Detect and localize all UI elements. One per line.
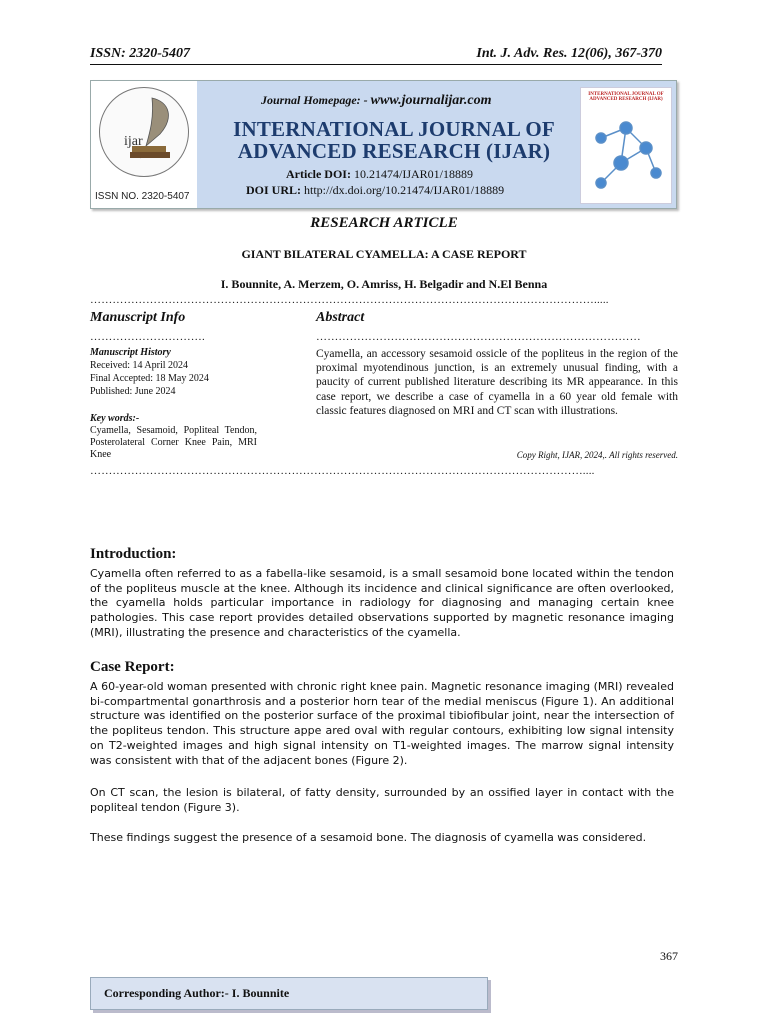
article-type: RESEARCH ARTICLE [310, 215, 458, 231]
logo-issn: ISSN NO. 2320-5407 [95, 191, 190, 202]
divider-dotted: ………………………………………………………………………………………………………………………..... [90, 294, 609, 306]
doi-url-link[interactable]: http://dx.doi.org/10.21474/IJAR01/18889 [304, 183, 505, 197]
accepted-date: Final Accepted: 18 May 2024 [90, 373, 209, 384]
introduction-heading: Introduction: [90, 546, 177, 562]
logo-text: ijar [124, 134, 143, 149]
journal-banner [90, 80, 677, 209]
divider-dotted: …………………………………………………………………………… [316, 331, 641, 343]
doi-label: Article DOI: [286, 167, 351, 181]
cover-title: INTERNATIONAL JOURNAL OF ADVANCED RESEARCH (IJAR) [588, 92, 664, 102]
divider-dotted: …………………………………………………………………………………………………………………….... [90, 465, 595, 477]
doi-value: 10.21474/IJAR01/18889 [353, 167, 473, 181]
page-number: 367 [660, 949, 678, 963]
history-title: Manuscript History [90, 347, 171, 358]
doi-url-label: DOI URL: [246, 183, 302, 197]
journal-homepage [261, 93, 492, 109]
corresponding-author: Corresponding Author:- I. Bounnite [104, 986, 290, 1000]
header-rule [90, 64, 662, 65]
published-date: Published: June 2024 [90, 386, 176, 397]
doi-url [246, 183, 504, 198]
manuscript-info-heading: Manuscript Info [90, 310, 186, 325]
case-report-paragraph-3: These findings suggest the presence of a sesamoid bone. The diagnosis of cyamella was considered. [90, 831, 647, 844]
keywords-list: Cyamella, Sesamoid, Popliteal Tendon, Posterolateral Corner Knee Pain, MRI Knee [90, 425, 257, 460]
case-report-paragraph-2: On CT scan, the lesion is bilateral, of fatty density, surrounded by an ossified layer in contact with the popliteal tendon (Figure 3). [90, 786, 674, 814]
introduction-text: Cyamella often referred to as a fabella-like sesamoid, is a small sesamoid bone located within the tendon of the popliteus muscle at the knee. Although its incidence and clinical significance are often overlooked, the cyamella holds particular importance in radiology for diagnosing and managing certain knee pathologies. This case report provides detailed observations supported by magnetic resonance imaging (MRI), illustrating the presence and characteristics of the cyamella. [90, 567, 674, 639]
copyright-notice: Copy Right, IJAR, 2024,. All rights reserved. [516, 450, 678, 460]
journal-reference: Int. J. Adv. Res. 12(06), 367-370 [476, 46, 662, 61]
case-report-paragraph-1: A 60-year-old woman presented with chronic right knee pain. Magnetic resonance imaging (MRI) revealed bi-compartmental gonarthrosis and a posterior horn tear of the medial meniscus (Figure 1). An additional structure was identified on the posterior surface of the proximal tibiofibular joint, near the intersection of the popliteus tendon. This structure appe ared oval with regular contours, exhibiting low signal intensity on T2-weighted images and high signal intensity on T1-weighted images. The marrow signal intensity was consistent with that of the adjacent bones (Figure 2). [90, 680, 674, 767]
manuscript-history [90, 346, 209, 398]
received-date: Received: 14 April 2024 [90, 360, 189, 371]
homepage-link[interactable]: www.journalijar.com [370, 93, 492, 108]
article-title: GIANT BILATERAL CYAMELLA: A CASE REPORT [241, 247, 527, 261]
issn-header: ISSN: 2320-5407 [90, 46, 190, 61]
logo-seal [99, 87, 189, 177]
molecule-icon [581, 88, 671, 203]
abstract-text: Cyamella, an accessory sesamoid ossicle of the popliteus in the region of the proximal myotendinous junction, is an extremely unusual finding, with a paucity of current published literature describing its MR appearance. In this case report, we describe a case of cyamella in a 60 year old female with classic features diagnosed on MRI and CT scan with illustrations. [316, 348, 678, 417]
keywords-block [90, 413, 257, 461]
corresponding-author-box [90, 977, 488, 1010]
divider-dotted: …………………………. [90, 331, 205, 343]
article-authors: I. Bounnite, A. Merzem, O. Amriss, H. Belgadir and N.El Benna [220, 277, 548, 291]
journal-cover-image [580, 87, 672, 204]
quill-icon [100, 88, 188, 176]
homepage-label: Journal Homepage: - [261, 93, 371, 107]
journal-logo [91, 81, 197, 208]
abstract-heading: Abstract [316, 310, 365, 325]
case-report-heading: Case Report: [90, 659, 175, 675]
journal-name: INTERNATIONAL JOURNAL OF ADVANCED RESEARCH (IJAR) [233, 117, 555, 163]
keywords-title: Key words:- [90, 413, 140, 424]
article-doi [286, 167, 473, 182]
